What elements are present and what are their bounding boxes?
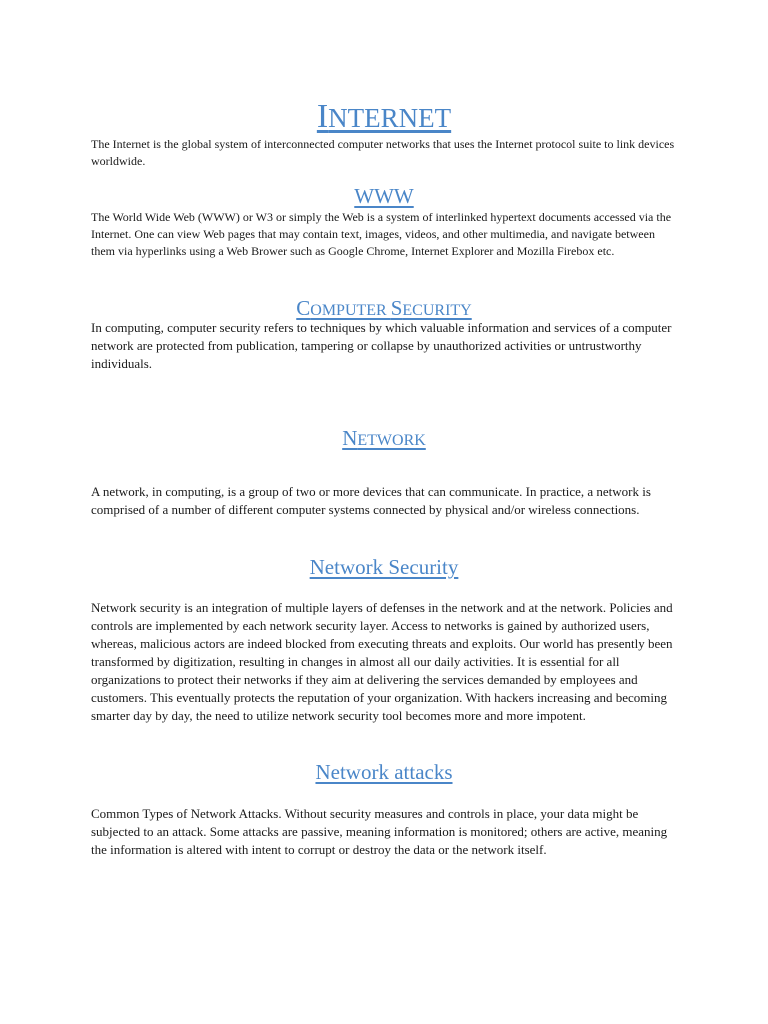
computer-security-heading-ecurity: ECURITY — [402, 302, 472, 319]
computer-security-heading-initial-c: C — [296, 296, 311, 320]
computer-security-heading-omputer: OMPUTER — [310, 302, 391, 319]
www-paragraph: The World Wide Web (WWW) or W3 or simply the Web is a system of interlinked hypertext documents accessed via the Internet. One can view Web pages that may contain text, images, videos, and other multimedia, and navigate between them via hyperlinks using a Web Brower such as Google Chrome, Internet Explorer and Mozilla Firebox etc. — [91, 210, 672, 258]
network-paragraph: A network, in computing, is a group of two or more devices that can communicate. In practice, a network is comprised of a number of different computer systems connected by physical and/or wireless connections. — [91, 484, 651, 517]
computer-security-heading — [91, 296, 677, 320]
network-security-paragraph: Network security is an integration of multiple layers of defenses in the network and at the network. Policies and controls are implemented by each network security layer. Access to networks is gained by authorized users, whereas, malicious actors are indeed blocked from executing threats and exploits. Our world has presently been transformed by digitization, resulting in changes in almost all our daily activities. It is essential for all organizations to protect their networks if they aim at delivering the services demanded by employees and customers. This eventually protects the reputation of your organization. With hackers increasing and becoming smarter day by day, the need to utilize network security tool becomes more and more impotent. — [91, 600, 673, 723]
internet-paragraph: The Internet is the global system of interconnected computer networks that uses the Internet protocol suite to link devices worldwide. — [91, 137, 675, 168]
network-heading-rest: ETWORK — [357, 432, 426, 449]
network-heading-initial: N — [342, 426, 358, 450]
internet-heading-rest: NTERNET — [328, 103, 452, 133]
internet-heading-initial: I — [316, 98, 329, 135]
www-heading: WWW — [354, 184, 414, 208]
network-attacks-heading: Network attacks — [315, 760, 453, 784]
internet-heading — [91, 100, 677, 134]
computer-security-paragraph: In computing, computer security refers to techniques by which valuable information and services of a computer network are protected from publication, tampering or collapse by unauthorized activities or untrustworthy individuals. — [91, 320, 672, 371]
network-security-heading: Network Security — [309, 555, 459, 579]
computer-security-heading-initial-s: S — [390, 296, 403, 320]
network-attacks-paragraph: Common Types of Network Attacks. Without security measures and controls in place, your data might be subjected to an attack. Some attacks are passive, meaning information is monitored; others are active, meaning the information is altered with intent to corrupt or destroy the data or the network itself. — [91, 806, 668, 857]
network-heading — [91, 426, 677, 450]
